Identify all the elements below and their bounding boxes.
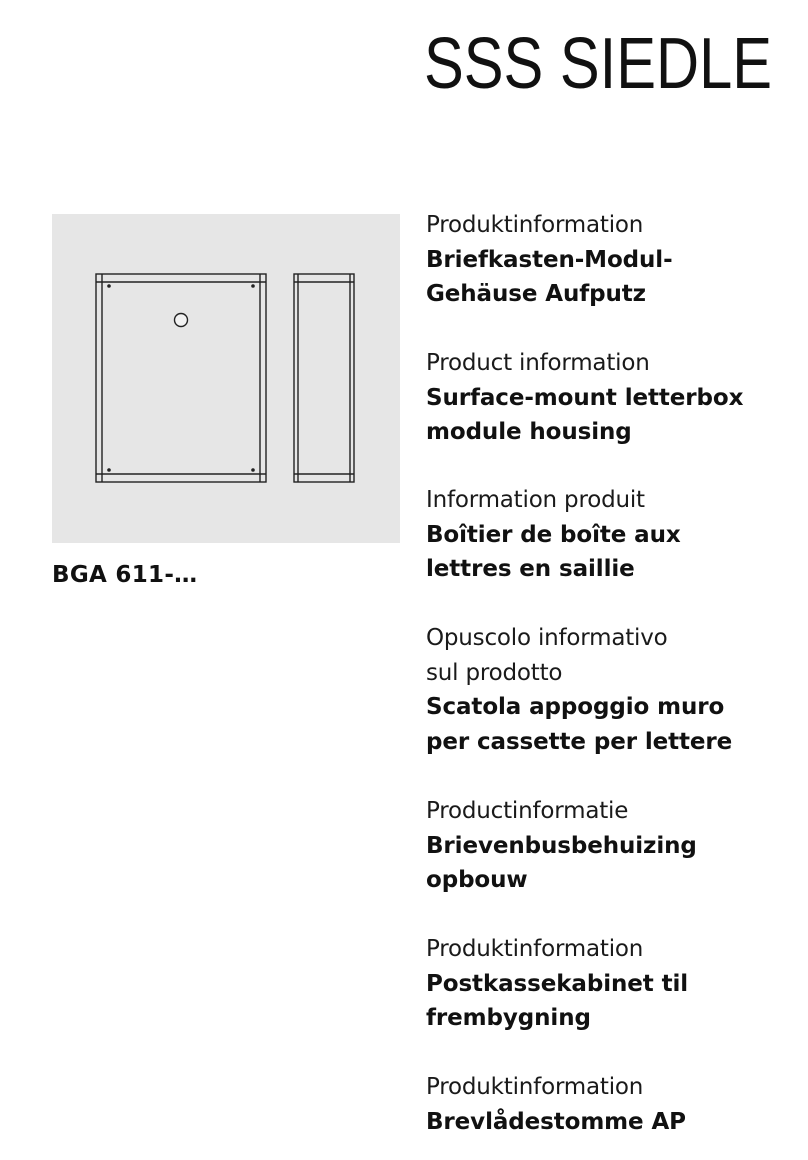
screw-icon (251, 284, 255, 288)
screw-icon (107, 284, 111, 288)
lang-label: Product information (426, 350, 650, 376)
front-view-outline (96, 274, 266, 482)
lang-title: Boîtier de boîte aux lettres en saillie (426, 521, 681, 582)
lang-block-fr (426, 483, 796, 587)
lang-title: Scatola appoggio muro per cassette per lettere (426, 694, 733, 755)
lang-label: Information produit (426, 487, 645, 513)
siedle-logo (424, 22, 776, 104)
lang-label: Produktinformation (426, 936, 644, 962)
lang-title: Surface-mount letterbox module housing (426, 384, 744, 445)
screw-icon (251, 468, 255, 472)
side-view-outline (294, 274, 354, 482)
lang-label: Opuscolo informativo sul prodotto (426, 625, 668, 686)
lang-block-it (426, 621, 796, 759)
model-number: BGA 611-… (52, 562, 198, 588)
product-drawing (52, 214, 400, 543)
lang-block-en (426, 346, 796, 450)
lang-block-sv (426, 1070, 796, 1139)
lang-title: Brevlådestomme AP (426, 1108, 686, 1135)
siedle-logo-text: SSS SIEDLE (424, 24, 772, 104)
lang-title: Brievenbusbehuizing opbouw (426, 832, 697, 893)
lang-block-de (426, 208, 796, 312)
lang-title: Postkassekabinet til frembygning (426, 970, 689, 1031)
lang-title: Briefkasten-Modul- Gehäuse Aufputz (426, 246, 673, 307)
cable-entry-hole (175, 314, 188, 327)
lang-block-da (426, 932, 796, 1036)
lang-label: Productinformatie (426, 798, 629, 824)
housing-illustration (52, 214, 400, 543)
lang-label: Produktinformation (426, 212, 644, 238)
lang-block-nl (426, 794, 796, 898)
siedle-logo-graphic (424, 22, 776, 104)
screw-icon (107, 468, 111, 472)
lang-label: Produktinformation (426, 1074, 644, 1100)
